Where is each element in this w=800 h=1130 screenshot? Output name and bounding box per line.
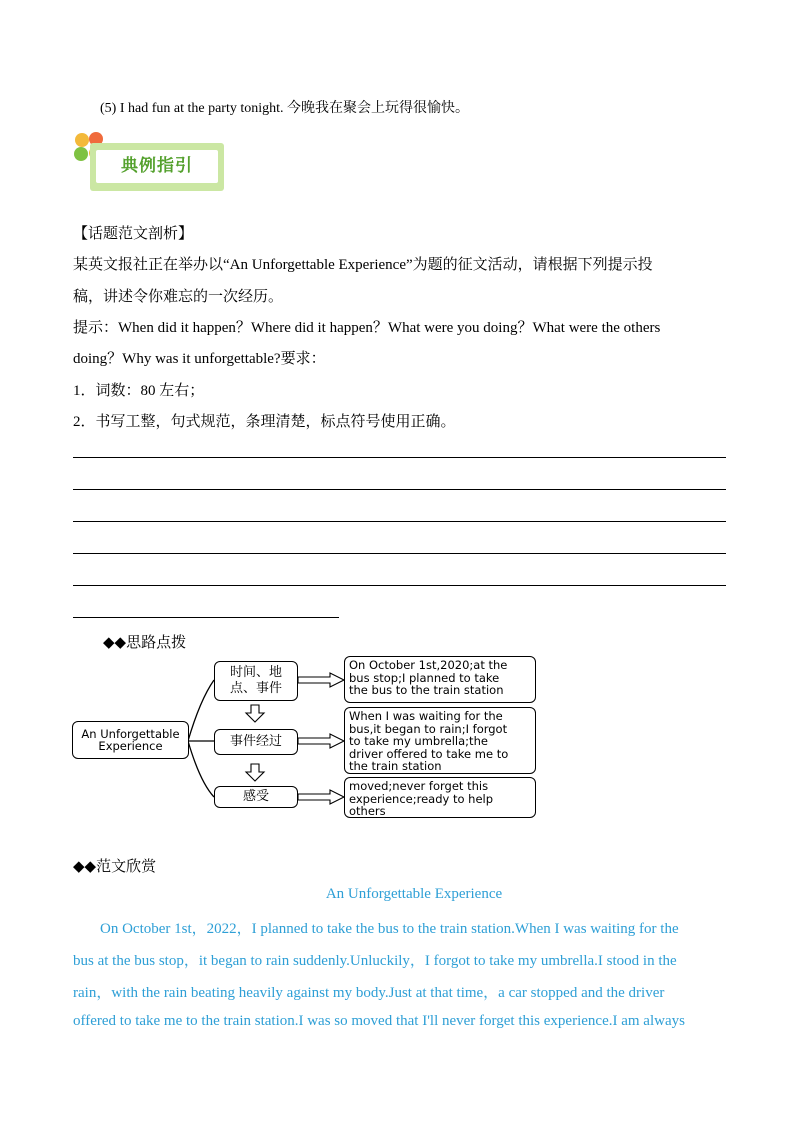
- essay-line: On October 1st，2022，I planned to take the bus to the train station.When I was waiting for the: [100, 921, 679, 937]
- thinking-heading: ◆◆思路点拨: [103, 635, 187, 651]
- diagram-node-time-place: [214, 661, 298, 701]
- detail-line: bus stop;I planned to take: [349, 670, 500, 685]
- section-badge: 典例指引: [96, 150, 218, 183]
- detail-line: others: [349, 804, 386, 818]
- diagram-node-feeling: [214, 786, 298, 808]
- task-line-2: 稿，讲述令你难忘的一次经历。: [73, 289, 284, 305]
- detail-line: experience;ready to help: [349, 791, 494, 806]
- diagram-detail-time-place: [344, 656, 536, 703]
- diagram-root-label: An Unforgettable Experience: [81, 726, 180, 753]
- requirement-1: 1．词数：80 左右；: [73, 383, 205, 399]
- example-sentence: (5) I had fun at the party tonight. 今晚我在聚会上玩得很愉快。: [100, 101, 470, 116]
- detail-line: When I was waiting for the: [349, 709, 503, 723]
- diagram-detail-process: [344, 707, 536, 774]
- diagram-root-node: [72, 721, 189, 759]
- essay-line: offered to take me to the train station.I was so moved that I'll never forget this experience.I am always: [73, 1013, 685, 1029]
- essay-line: rain，with the rain beating heavily against my body.Just at that time，a car stopped and the driver: [73, 985, 665, 1001]
- diagram-node-label: 感受: [242, 788, 269, 804]
- appreciation-heading: ◆◆范文欣赏: [73, 859, 157, 875]
- hint-line-2: doing？Why was it unforgettable?要求：: [73, 351, 326, 367]
- detail-line: moved;never forget this: [349, 779, 489, 793]
- task-line-1: 某英文报社正在举办以“An Unforgettable Experience”为题的征文活动，请根据下列提示投: [73, 257, 653, 273]
- detail-line: driver offered to take me to: [349, 746, 509, 761]
- requirement-2: 2．书写工整，句式规范，条理清楚，标点符号使用正确。: [73, 414, 456, 430]
- diagram-node-process: [214, 729, 298, 755]
- essay-title: An Unforgettable Experience: [325, 886, 503, 902]
- detail-line: bus,it began to rain;I forgot: [349, 721, 508, 736]
- diagram-detail-feeling: [344, 777, 536, 818]
- topic-heading: 【话题范文剖析】: [73, 226, 194, 242]
- detail-line: On October 1st,2020;at the: [349, 658, 508, 672]
- diagram-node-label: 时间、地点、事件: [229, 665, 282, 696]
- detail-line: to take my umbrella;the: [349, 734, 488, 748]
- hint-line-1: 提示：When did it happen？Where did it happen？What were you doing？What were the others: [73, 320, 661, 336]
- essay-line: bus at the bus stop，it began to rain suddenly.Unluckily，I forgot to take my umbrella.I stood in the: [73, 953, 677, 969]
- detail-line: the bus to the train station: [349, 683, 504, 697]
- diagram-node-label: 事件经过: [229, 733, 282, 749]
- detail-line: the train station: [349, 759, 442, 773]
